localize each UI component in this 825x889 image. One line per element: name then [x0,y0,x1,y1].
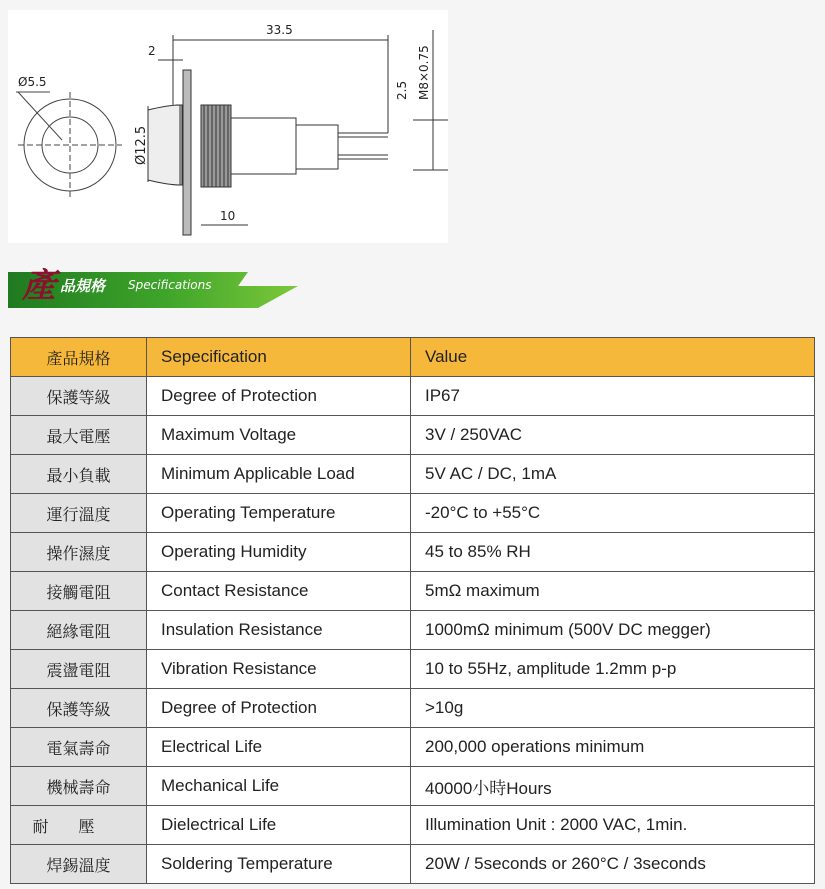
dim-flange: 2 [148,44,156,58]
front-view [16,92,122,198]
row-cn: 保護等級 [11,377,147,416]
specifications-banner [8,258,298,310]
row-en: Insulation Resistance [147,611,411,650]
dim-small: 2.5 [395,80,409,100]
table-row [11,845,815,884]
table-row [11,455,815,494]
row-cn: 操作濕度 [11,533,147,572]
banner-title-en: Specifications [128,278,212,292]
row-value: 200,000 operations minimum [411,728,815,767]
table-row [11,611,815,650]
dim-length: 33.5 [266,23,293,37]
row-value: Illumination Unit : 2000 VAC, 1min. [411,806,815,845]
row-value: 3V / 250VAC [411,416,815,455]
table-row [11,728,815,767]
row-cn: 運行溫度 [11,494,147,533]
technical-drawing-svg [8,10,448,243]
dim-thread: M8×0.75 [417,45,431,100]
row-value: 5mΩ maximum [411,572,815,611]
row-value: 10 to 55Hz, amplitude 1.2mm p-p [411,650,815,689]
row-value: 20W / 5seconds or 260°C / 3seconds [411,845,815,884]
row-en: Vibration Resistance [147,650,411,689]
row-cn: 機械壽命 [11,767,147,806]
table-row [11,377,815,416]
row-cn: 耐壓 [11,806,147,845]
row-en: Electrical Life [147,728,411,767]
row-value: 5V AC / DC, 1mA [411,455,815,494]
row-value: IP67 [411,377,815,416]
row-cn: 電氣壽命 [11,728,147,767]
dimension-drawing [8,10,448,243]
table-row [11,806,815,845]
table-header-row [11,338,815,377]
row-en: Operating Temperature [147,494,411,533]
dim-diameter-small: Ø5.5 [18,75,47,89]
table-row [11,767,815,806]
row-cn: 保護等級 [11,689,147,728]
banner-title-cn: 品規格 [60,277,106,295]
row-en: Minimum Applicable Load [147,455,411,494]
table-row [11,689,815,728]
dim-diameter-large: Ø12.5 [134,125,149,165]
table-row [11,416,815,455]
row-value: 40000小時Hours [411,767,815,806]
row-en: Mechanical Life [147,767,411,806]
row-en: Degree of Protection [147,689,411,728]
header-value: Value [411,338,815,377]
dim-nut: 10 [220,209,236,223]
row-cn: 最大電壓 [11,416,147,455]
header-cn: 產品規格 [11,338,147,377]
row-cn: 震盪電阻 [11,650,147,689]
row-value: 45 to 85% RH [411,533,815,572]
header-en: Sepecification [147,338,411,377]
row-en: Soldering Temperature [147,845,411,884]
side-view [148,30,448,235]
row-en: Maximum Voltage [147,416,411,455]
row-en: Operating Humidity [147,533,411,572]
table-row [11,533,815,572]
row-en: Dielectrical Life [147,806,411,845]
row-value: 1000mΩ minimum (500V DC megger) [411,611,815,650]
table-row [11,650,815,689]
row-cn: 焊錫溫度 [11,845,147,884]
table-row [11,494,815,533]
row-cn: 絕緣電阻 [11,611,147,650]
specification-table [10,337,815,884]
banner-big-char: 產 [22,266,56,306]
row-en: Degree of Protection [147,377,411,416]
table-row [11,572,815,611]
row-value: >10g [411,689,815,728]
row-en: Contact Resistance [147,572,411,611]
row-value: -20°C to +55°C [411,494,815,533]
row-cn: 接觸電阻 [11,572,147,611]
row-cn: 最小負載 [11,455,147,494]
